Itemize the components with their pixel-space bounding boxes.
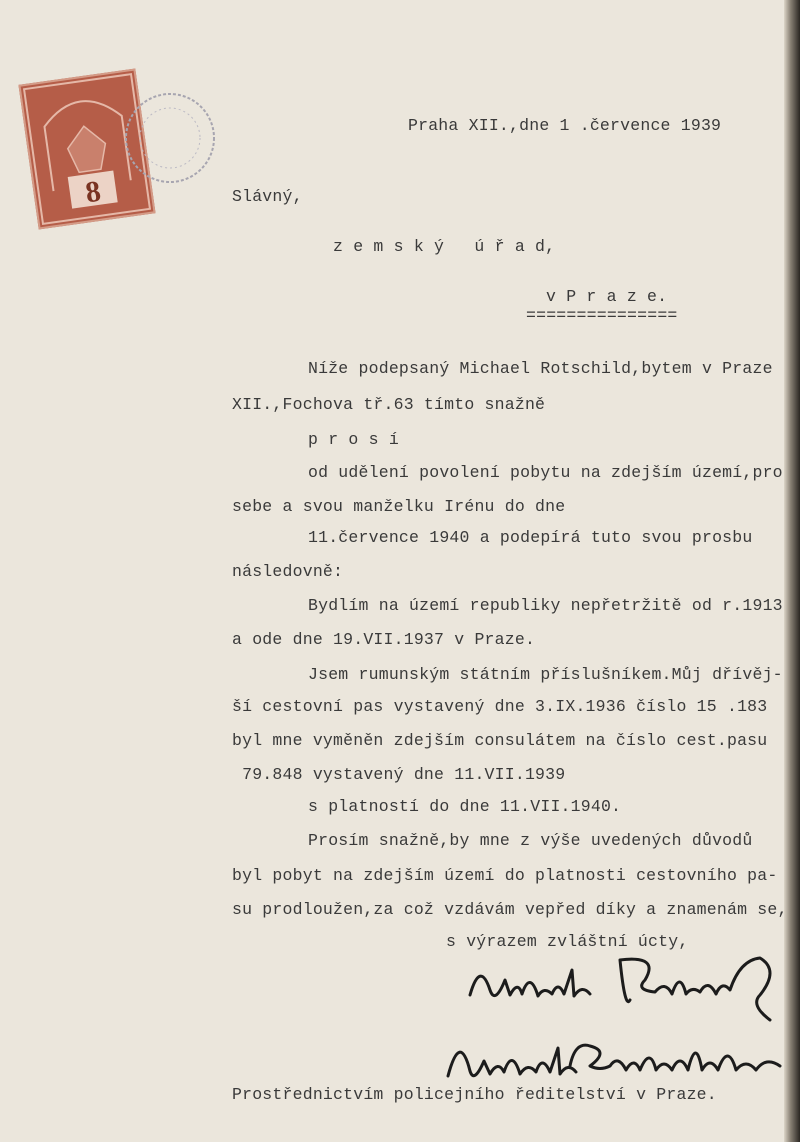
salutation: Slávný, xyxy=(232,187,303,206)
signature-michael xyxy=(460,950,780,1030)
postmark-circle xyxy=(120,76,216,196)
stamp-denomination: 8 xyxy=(83,174,103,210)
addressee-city: v P r a z e. xyxy=(546,287,668,306)
body-line-6: 11.července 1940 a podepírá tuto svou prosbu xyxy=(308,528,753,547)
addressee-office: z e m s k ý ú ř a d, xyxy=(333,237,556,256)
body-line-13: 79.848 vystavený dne 11.VII.1939 xyxy=(232,765,566,784)
body-line-8: Bydlím na území republiky nepřetržitě od r.1913 xyxy=(308,596,783,615)
body-line-5: sebe a svou manželku Irénu do dne xyxy=(232,497,566,516)
body-line-2: XII.,Fochova tř.63 tímto snažně xyxy=(232,395,546,414)
body-line-14: s platností do dne 11.VII.1940. xyxy=(308,797,622,816)
body-line-4: od udělení povolení pobytu na zdejším území,pro xyxy=(308,463,783,482)
closing-line: s výrazem zvláštní úcty, xyxy=(446,932,689,951)
footer-note: Prostřednictvím policejního ředitelství v Praze. xyxy=(232,1085,717,1104)
body-line-9: a ode dne 19.VII.1937 v Praze. xyxy=(232,630,536,649)
body-line-1: Níže podepsaný Michael Rotschild,bytem v Praze xyxy=(308,359,773,378)
body-line-3: p r o s í xyxy=(308,430,399,449)
place-date: Praha XII.,dne 1 .července 1939 xyxy=(408,116,722,135)
body-line-10: Jsem rumunským státním příslušníkem.Můj dřívěj- xyxy=(308,665,783,684)
body-line-7: následovně: xyxy=(232,562,344,581)
addressee-underline: =============== xyxy=(526,306,678,325)
body-line-11: ší cestovní pas vystavený dne 3.IX.1936 číslo 15 .183 xyxy=(232,697,768,716)
body-line-12: byl mne vyměněn zdejším consulátem na číslo cest.pasu xyxy=(232,731,768,750)
body-line-17: su prodloužen,za což vzdávám vepřed díky a znamenám se, xyxy=(232,900,788,919)
body-line-15: Prosím snažně,by mne z výše uvedených důvodů xyxy=(308,831,753,850)
body-line-16: byl pobyt na zdejším území do platnosti cestovního pa- xyxy=(232,866,778,885)
page-edge-shadow xyxy=(784,0,800,1142)
